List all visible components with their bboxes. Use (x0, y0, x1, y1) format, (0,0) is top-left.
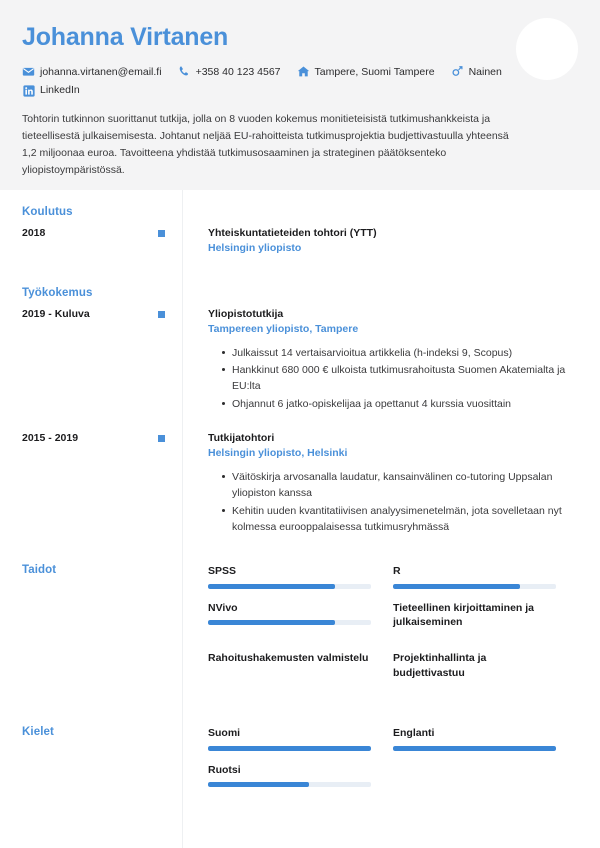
contact-gender (451, 65, 502, 80)
contact-phone[interactable] (178, 65, 281, 80)
experience-role: Yliopistotutkija (208, 307, 284, 320)
experience-bullets (208, 345, 578, 412)
gender-icon (451, 65, 464, 78)
section-skills-label-col (22, 564, 182, 702)
section-title-education: Koulutus (22, 206, 73, 218)
section-title-skills: Taidot (22, 564, 57, 577)
language-label: Ruotsi (208, 763, 241, 776)
skill-item (208, 601, 393, 640)
section-experience (0, 287, 600, 299)
section-title-experience: Työkokemus (22, 286, 93, 299)
list-item: Ohjannut 6 jatko-opiskelijaa ja opettanut 4 kurssia vuosittain (222, 396, 578, 412)
experience-employer: Helsingin yliopisto, Helsinki (208, 447, 348, 460)
experience-entry (0, 431, 600, 536)
contact-email-text: johanna.virtanen@email.fi (40, 65, 162, 78)
contact-gender-text: Nainen (468, 65, 502, 78)
phone-icon (178, 65, 191, 78)
language-level-bar (208, 746, 371, 751)
skill-label: Projektinhallinta ja budjettivastuu (393, 652, 487, 679)
experience-period: 2019 - Kuluva (22, 307, 90, 320)
home-icon (297, 65, 310, 78)
experience-bullets (208, 469, 578, 535)
contact-phone-text: +358 40 123 4567 (195, 65, 281, 78)
contact-location (297, 65, 435, 80)
list-item: Julkaissut 14 vertaisarvioitua artikkelia (h-indeksi 9, Scopus) (222, 345, 578, 361)
professional-summary: Tohtorin tutkinnon suorittanut tutkija, jolla on 8 vuoden kokemus monitieteisistä tutkimushankkeista ja tieteellisestä julkaisemisesta. Johtanut neljää EU-rahoitteista tutkimusprojektia budjettivastuulla yhteensä 1,2 miljoonaa euroa. Tavoitteena yhdistää tutkimusosaaminen ja strateginen päätöksenteko yliopistoympäristössä. (22, 112, 509, 176)
contact-row-secondary (22, 83, 578, 98)
language-label: Suomi (208, 727, 241, 740)
contact-email[interactable] (22, 65, 162, 80)
section-education-label-col (22, 206, 182, 218)
skill-item (393, 564, 578, 588)
language-item (208, 763, 393, 787)
education-entry (0, 226, 600, 257)
skill-level-fill (208, 584, 335, 589)
skill-level-fill (208, 620, 335, 625)
experience-employer: Tampereen yliopisto, Tampere (208, 323, 359, 336)
education-degree: Yhteiskuntatieteiden tohtori (YTT) (208, 227, 377, 239)
contact-location-text: Tampere, Suomi Tampere (314, 65, 435, 78)
experience-entry (0, 307, 600, 413)
section-education (0, 206, 600, 218)
email-icon (22, 65, 35, 78)
language-level-fill (208, 782, 309, 787)
skill-item (393, 601, 578, 640)
language-level-bar (208, 782, 371, 787)
skills-grid (208, 564, 578, 702)
avatar (516, 18, 578, 80)
contact-info (22, 65, 578, 98)
skill-level-bar (208, 584, 371, 589)
section-languages (0, 726, 600, 799)
list-item: Väitöskirja arvosanalla laudatur, kansainvälinen co-tutoring Uppsalan yliopiston kanssa (222, 469, 578, 502)
language-level-fill (208, 746, 371, 751)
skill-item (208, 564, 393, 588)
skill-level-bar (208, 620, 371, 625)
languages-grid (208, 726, 578, 799)
resume-body (0, 190, 600, 848)
timeline-marker (158, 230, 165, 237)
contact-linkedin-text: LinkedIn (40, 84, 80, 97)
language-level-fill (393, 746, 556, 751)
timeline-marker (158, 311, 165, 318)
experience-period: 2015 - 2019 (22, 432, 79, 444)
page-title: Johanna Virtanen (22, 23, 229, 51)
experience-role: Tutkijatohtori (208, 432, 275, 444)
section-skills (0, 564, 600, 702)
skill-item (393, 651, 578, 690)
linkedin-icon (22, 84, 35, 97)
language-level-bar (393, 746, 556, 751)
skill-label: Rahoitushakemusten valmistelu (208, 652, 369, 665)
skill-label: NVivo (208, 601, 238, 614)
skill-level-fill (393, 584, 520, 589)
language-item (208, 726, 393, 750)
skill-label: R (393, 565, 401, 578)
language-label: Englanti (393, 727, 435, 740)
contact-row-primary (22, 65, 578, 80)
skill-item (208, 651, 393, 690)
skill-level-bar (393, 584, 556, 589)
section-title-languages: Kielet (22, 726, 54, 739)
contact-linkedin[interactable] (22, 83, 80, 98)
skill-label: Tieteellinen kirjoittaminen ja julkaiseminen (393, 601, 535, 628)
language-item (393, 726, 578, 750)
section-experience-label-col (22, 287, 182, 299)
list-item: Hankkinut 680 000 € ulkoista tutkimusrahoitusta Suomen Akatemialta ja EU:lta (222, 362, 578, 395)
skill-label: SPSS (208, 565, 237, 578)
education-institution: Helsingin yliopisto (208, 242, 302, 255)
list-item: Kehitin uuden kvantitatiivisen analyysimenetelmän, jota sovelletaan nyt kolmessa eurooppalaisessa tutkimusryhmässä (222, 503, 578, 536)
timeline-marker (158, 435, 165, 442)
section-languages-label-col (22, 726, 182, 799)
resume-header (0, 0, 600, 190)
education-period: 2018 (22, 227, 46, 239)
